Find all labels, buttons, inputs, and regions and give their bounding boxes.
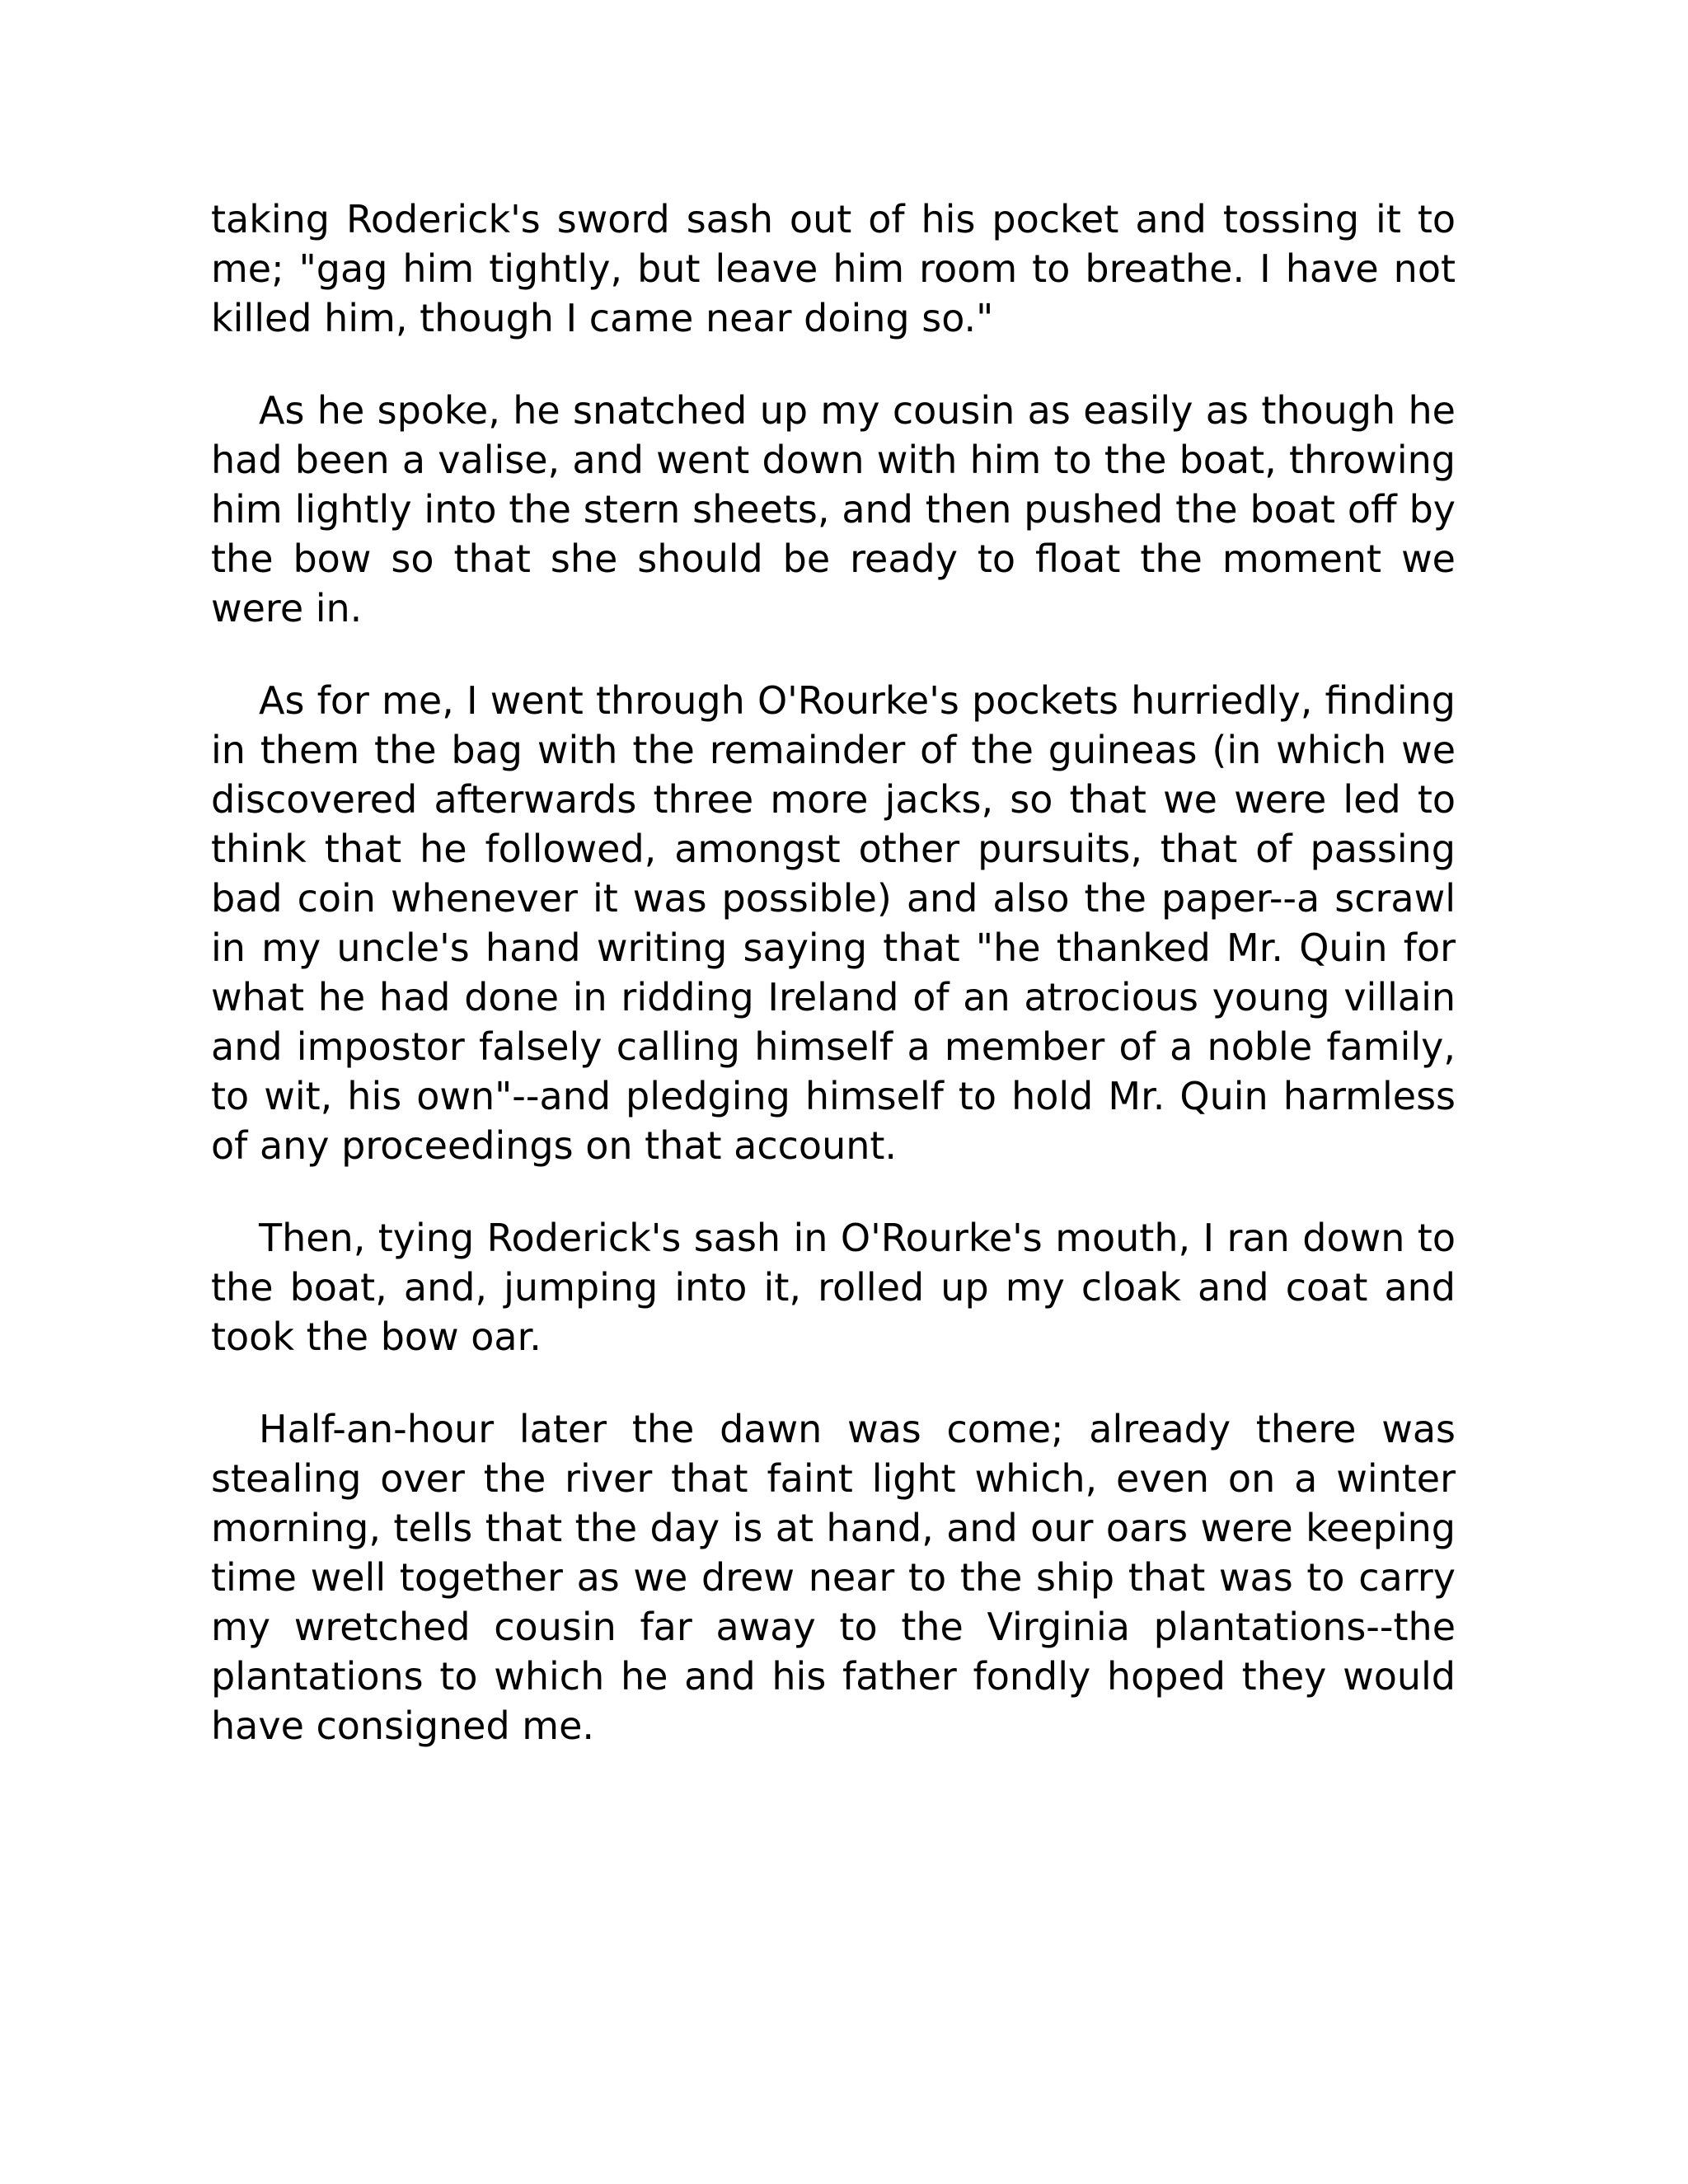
paragraph-3: As for me, I went through O'Rourke's pockets hurriedly, finding in them the bag with the remainder of the guineas (in which we discovered afterwards three more jacks, so that we were led to think that he followed, amongst other pursuits, that of passing bad coin whenever it was possible) and also the paper--a scrawl in my uncle's hand writing saying that "he thanked Mr. Quin for what he had done in ridding Ireland of an atrocious young villain and impostor falsely calling himself a member of a noble family, to wit, his own"--and pledging himself to hold Mr. Quin harmless of any proceedings on that account. bbox=[211, 678, 1456, 1168]
paragraph-4: Then, tying Roderick's sash in O'Rourke's mouth, I ran down to the boat, and, jumping into it, rolled up my cloak and coat and took the bow oar. bbox=[211, 1216, 1456, 1359]
paragraph-1: taking Roderick's sword sash out of his pocket and tossing it to me; "gag him tightly, but leave him room to breathe. I have not killed him, though I came near doing so." bbox=[211, 197, 1456, 340]
document-page bbox=[211, 194, 1456, 1793]
paragraph-5: Half-an-hour later the dawn was come; already there was stealing over the river that faint light which, even on a winter morning, tells that the day is at hand, and our oars were keeping time well together as we drew near to the ship that was to carry my wretched cousin far away to the Virginia plantations--the plantations to which he and his father fondly hoped they would have consigned me. bbox=[211, 1407, 1456, 1748]
paragraph-2: As he spoke, he snatched up my cousin as easily as though he had been a valise, and went down with him to the boat, throwing him lightly into the stern sheets, and then pushed the boat off by the bow so that she should be ready to float the moment we were in. bbox=[211, 388, 1456, 630]
